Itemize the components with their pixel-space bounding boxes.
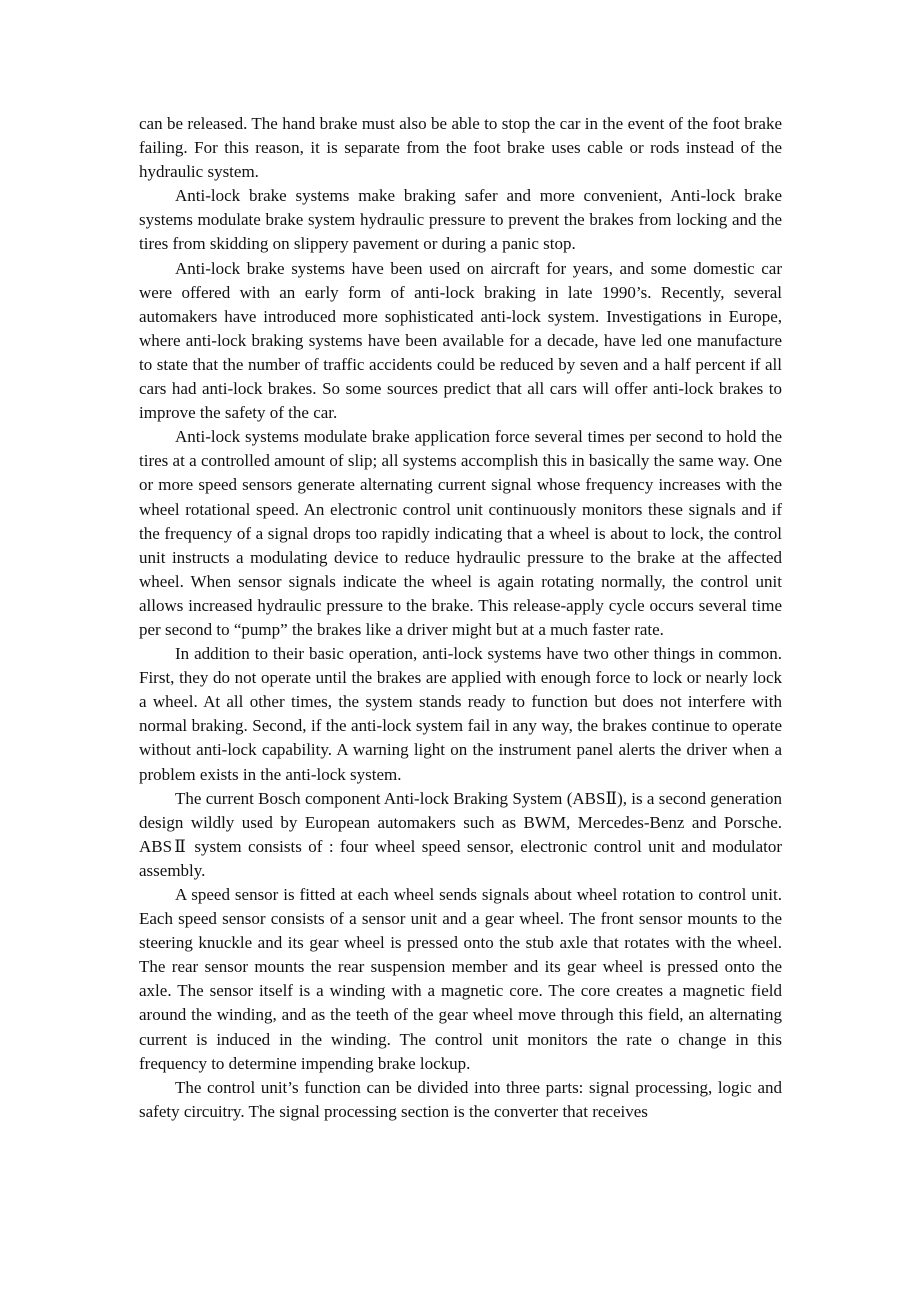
paragraph-speed-sensor: A speed sensor is fitted at each wheel sends signals about wheel rotation to control unit. Each speed sensor consists of a sensor unit and a gear wheel. The front sensor mounts to the steering knuckle and its gear wheel is pressed onto the stub axle that rotates with the wheel. The rear sensor mounts the rear suspension member and its gear wheel is pressed onto the axle. The sensor itself is a winding with a magnetic core. The core creates a magnetic field around the winding, and as the teeth of the gear wheel move through this field, an alternating current is induced in the winding. The control unit monitors the rate o change in this frequency to determine impending brake lockup. — [139, 885, 782, 1073]
paragraph-abs-operation: Anti-lock systems modulate brake application force several times per second to hold the tires at a controlled amount of slip; all systems accomplish this in basically the same way. One or more speed sensors generate alternating current signal whose frequency increases with the wheel rotational speed. An electronic control unit continuously monitors these signals and if the frequency of a signal drops too rapidly indicating that a wheel is about to lock, the control unit instructs a modulating device to reduce hydraulic pressure to the brake at the affected wheel. When sensor signals indicate the wheel is again rotating normally, the control unit allows increased hydraulic pressure to the brake. This release-apply cycle occurs several time per second to “pump” the brakes like a driver might but at a much faster rate. — [139, 427, 782, 639]
body-text — [139, 112, 782, 1124]
paragraph-bosch-absii: The current Bosch component Anti-lock Braking System (ABSⅡ), is a second generation design wildly used by European automakers such as BWM, Mercedes-Benz and Porsche. ABSⅡ system consists of : four wheel speed sensor, electronic control unit and modulator assembly. — [139, 788, 782, 880]
paragraph-hand-brake-continuation: can be released. The hand brake must also be able to stop the car in the event of the foot brake failing. For this reason, it is separate from the foot brake uses cable or rods instead of the hydraulic system. — [139, 114, 782, 182]
paragraph-abs-common-features: In addition to their basic operation, anti-lock systems have two other things in common. First, they do not operate until the brakes are applied with enough force to lock or nearly lock a wheel. At all other times, the system stands ready to function but does not interfere with normal braking. Second, if the anti-lock system fail in any way, the brakes continue to operate without anti-lock capability. A warning light on the instrument panel alerts the driver when a problem exists in the anti-lock system. — [139, 644, 782, 784]
paragraph-abs-intro: Anti-lock brake systems make braking safer and more convenient, Anti-lock brake systems modulate brake system hydraulic pressure to prevent the brakes from locking and the tires from skidding on slippery pavement or during a panic stop. — [139, 186, 782, 254]
paragraph-abs-history: Anti-lock brake systems have been used on aircraft for years, and some domestic car were offered with an early form of anti-lock braking in late 1990’s. Recently, several automakers have introduced more sophisticated anti-lock system. Investigations in Europe, where anti-lock braking systems have been available for a decade, have led one manufacture to state that the number of traffic accidents could be reduced by seven and a half percent if all cars had anti-lock brakes. So some sources predict that all cars will offer anti-lock brakes to improve the safety of the car. — [139, 258, 782, 423]
paragraph-control-unit: The control unit’s function can be divided into three parts: signal processing, logic and safety circuitry. The signal processing section is the converter that receives — [139, 1077, 782, 1121]
